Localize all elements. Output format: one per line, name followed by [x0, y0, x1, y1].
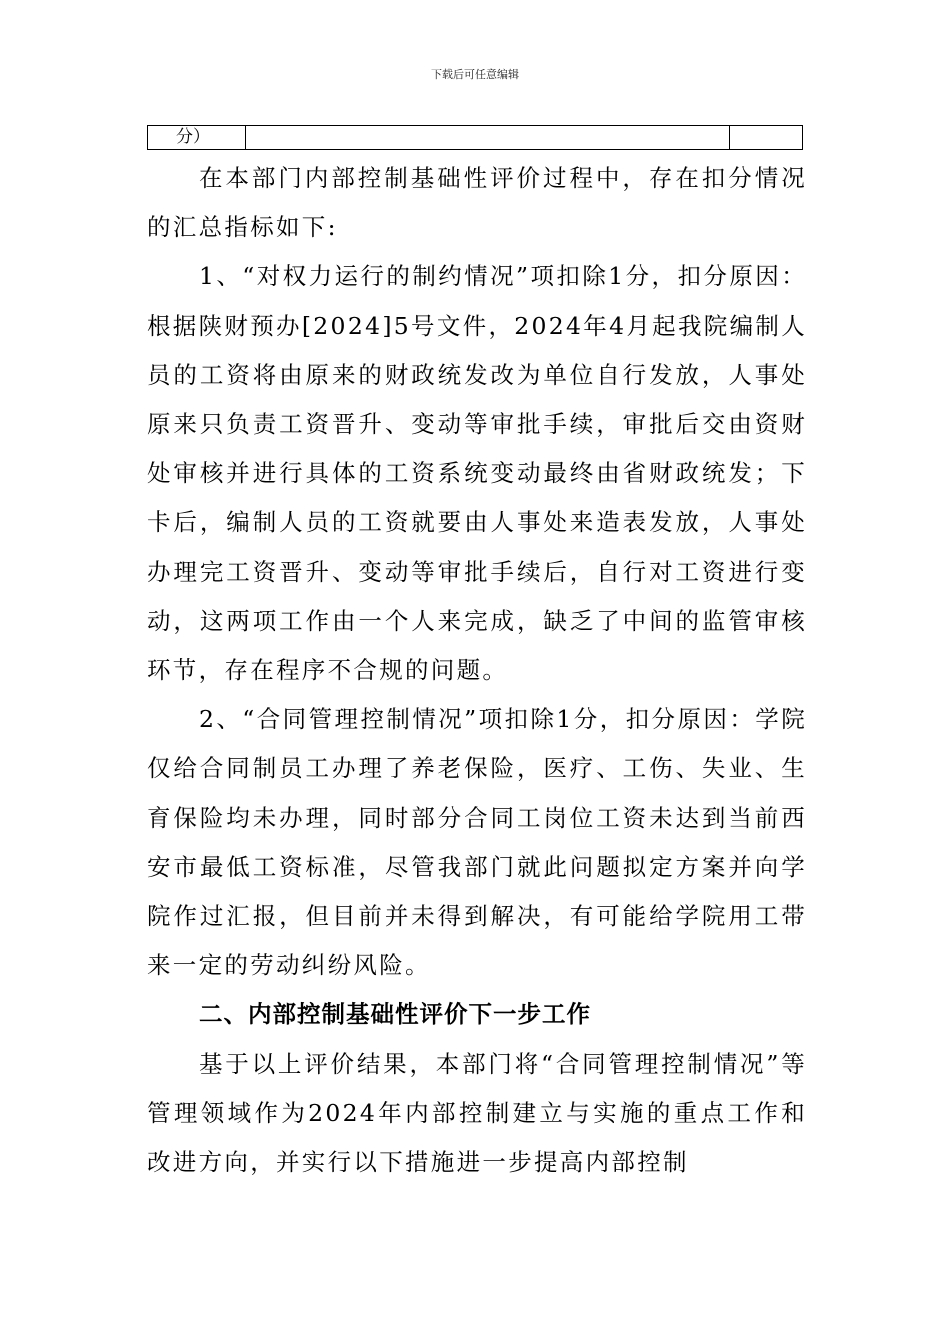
paragraph-next-steps: 基于以上评价结果，本部门将“合同管理控制情况”等管理领域作为2024年内部控制建立与实施的重点工作和改进方向，并实行以下措施进一步提高内部控制 [147, 1049, 807, 1177]
table-cell: 分） [148, 126, 246, 149]
paragraph-deduction-2: 2、“合同管理控制情况”项扣除1分，扣分原因：学院仅给合同制员工办理了养老保险，医疗、工伤、失业、生育保险均未办理，同时部分合同工岗位工资未达到当前西安市最低工资标准，尽管我部门就此问题拟定方案并向学院作过汇报，但目前并未得到解决，有可能给学院用工带来一定的劳动纠纷风险。 [147, 705, 807, 980]
document-body [147, 154, 807, 1187]
table-cell [730, 126, 802, 149]
paragraph-deduction-1: 1、“对权力运行的制约情况”项扣除1分，扣分原因：根据陕财预办[2024]5号文件，2024年4月起我院编制人员的工资将由原来的财政统发改为单位自行发放，人事处原来只负责工资晋升、变动等审批手续，审批后交由资财处审核并进行具体的工资系统变动最终由省财政统发；下卡后，编制人员的工资就要由人事处来造表发放，人事处办理完工资晋升、变动等审批手续后，自行对工资进行变动，这两项工作由一个人来完成，缺乏了中间的监管审核环节，存在程序不合规的问题。 [147, 262, 807, 685]
table-fragment-row [147, 125, 803, 150]
section-heading: 二、内部控制基础性评价下一步工作 [199, 1000, 591, 1029]
page-header-note: 下载后可任意编辑 [431, 68, 519, 81]
paragraph-summary-intro: 在本部门内部控制基础性评价过程中，存在扣分情况的汇总指标如下: [147, 164, 807, 242]
table-cell [246, 126, 730, 149]
